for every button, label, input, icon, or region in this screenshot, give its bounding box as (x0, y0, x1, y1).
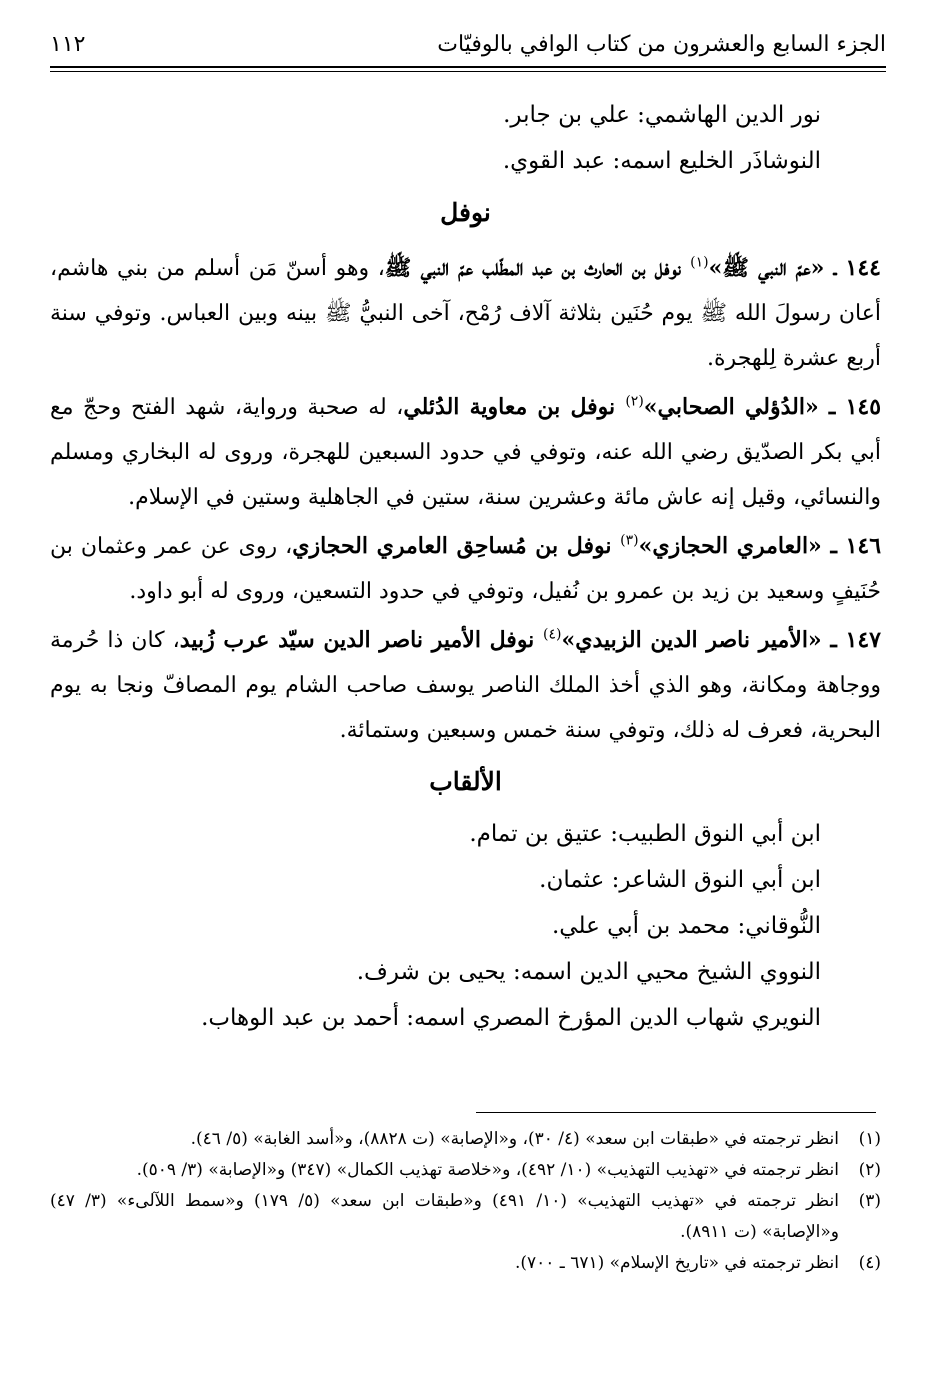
biography-entry (50, 246, 881, 381)
entry-number: ١٤٧ (845, 627, 881, 653)
biography-entry (50, 385, 881, 520)
alqab-line: النُّوقاني: محمد بن أبي علي. (551, 913, 821, 939)
footnote-marker[interactable]: (١) (690, 254, 709, 271)
entry-name: نوفل بن الحارث بن عبد المطّلب عمّ النبي ﷺ (384, 255, 691, 281)
entry-epithet: «العامري الحجازي» (638, 533, 822, 559)
footnote-text: انظر ترجمته في «تاريخ الإسلام» (٦٧١ ـ ٧٠٠). (514, 1253, 839, 1273)
header-rule (50, 66, 886, 68)
footnote-text: انظر ترجمته في «طبقات ابن سعد» (٤/ ٣٠)، و«الإصابة» (ت ٨٨٢٨)، و«أسد الغابة» (٥/ ٤٦). (190, 1129, 839, 1149)
entry-epithet: «الأمير ناصر الدين الزبيدي» (561, 627, 822, 653)
entry-name: نوفل بن معاوية الدُئلي (403, 394, 626, 420)
alqab-line: النووي الشيخ محيي الدين اسمه: يحيى بن شرف. (356, 959, 821, 985)
footnote (50, 1186, 881, 1248)
section-heading: نوفل (440, 198, 491, 227)
footnote-marker[interactable]: (٢) (625, 393, 644, 410)
footnote-marker[interactable]: (٤) (543, 626, 562, 643)
footnote-marker[interactable]: (٣) (620, 532, 639, 549)
entry-number: ١٤٥ (845, 394, 882, 420)
alqab-line: النويري شهاب الدين المؤرخ المصري اسمه: أحمد بن عبد الوهاب. (201, 1005, 821, 1031)
entry-epithet: «عمّ النبي ﷺ» (708, 255, 825, 281)
running-title: الجزء السابع والعشرون من كتاب الوافي بالوفيّات (437, 31, 886, 57)
entry-number: ١٤٤ (845, 255, 881, 281)
entry-text: ، كان ذا حُرمة ووجاهة ومكانة، وهو الذي أخذ الملك الناصر يوسف صاحب الشام يوم المصافّ ونجا به يوم البحرية، فعرف له ذلك، وتوفي سنة خمس وسبعين وستمائة. (50, 628, 881, 743)
footnote-text: انظر ترجمته في «تهذيب التهذيب» (١٠/ ٤٩١) و«طبقات ابن سعد» (٥/ ١٧٩) و«سمط اللآلىء» (٣/ ٤٧) و«الإصابة» (ت ٨٩١١). (50, 1191, 839, 1242)
footnote-number: (٣) (858, 1191, 881, 1211)
entry-text: ، روى عن عمر وعثمان بن حُنَيفٍ وسعيد بن زيد بن عمرو بن نُفيل، وتوفي في حدود التسعين، وروى له أبو داود. (50, 534, 881, 604)
page-number: ١١٢ (50, 31, 86, 57)
entry-dash: ـ (824, 255, 846, 281)
name-line: النوشاذَر الخليع اسمه: عبد القوي. (502, 148, 821, 174)
footnotes (50, 1124, 881, 1279)
entry-dash: ـ (818, 394, 846, 420)
header-rule-thin (50, 71, 886, 72)
entry-text: ، وهو أسنّ مَن أسلم من بني هاشم، أعان رسولَ الله ﷺ يوم حُنَين بثلاثة آلاف رُمْح، آخى النبيُّ ﷺ بينه وبين العباس. وتوفي سنة أربع عشرة لِلهجرة. (50, 256, 881, 371)
running-header (50, 24, 886, 64)
footnote (50, 1124, 881, 1155)
alqab-line: ابن أبي النوق الطبيب: عتيق بن تمام. (469, 821, 821, 847)
entry-number: ١٤٦ (845, 533, 882, 559)
footnote-number: (٤) (858, 1253, 881, 1273)
page-body (50, 92, 881, 1041)
entry-text: ، له صحبة ورواية، شهد الفتح وحجّ مع أبي بكر الصدّيق رضي الله عنه، وتوفي في حدود السبعين للهجرة، وروى له البخاري ومسلم والنسائي، وقيل إنه عاش مائة وعشرين سنة، ستين في الجاهلية وستين في الإسلام. (50, 395, 881, 510)
entry-epithet: «الدُؤلي الصحابي» (643, 394, 819, 420)
footnote (50, 1248, 881, 1279)
entry-name: نوفل بن مُساحِق العامري الحجازي (292, 533, 621, 559)
biography-entry (50, 618, 881, 753)
footnote-separator (476, 1112, 876, 1113)
footnote (50, 1155, 881, 1186)
footnote-number: (٢) (858, 1160, 881, 1180)
section-heading: الألقاب (429, 767, 502, 796)
footnote-text: انظر ترجمته في «تهذيب التهذيب» (١٠/ ٤٩٢)، و«خلاصة تهذيب الكمال» (٣٤٧) و«الإصابة» (٣/ ٥٠٩). (136, 1160, 839, 1180)
biography-entry (50, 524, 881, 614)
name-line: نور الدين الهاشمي: علي بن جابر. (503, 102, 821, 128)
entry-dash: ـ (821, 533, 846, 559)
footnote-number: (١) (858, 1129, 881, 1149)
entry-dash: ـ (821, 627, 846, 653)
entry-name: نوفل الأمير ناصر الدين سيّد عرب زُبيد (179, 627, 544, 653)
alqab-line: ابن أبي النوق الشاعر: عثمان. (539, 867, 821, 893)
